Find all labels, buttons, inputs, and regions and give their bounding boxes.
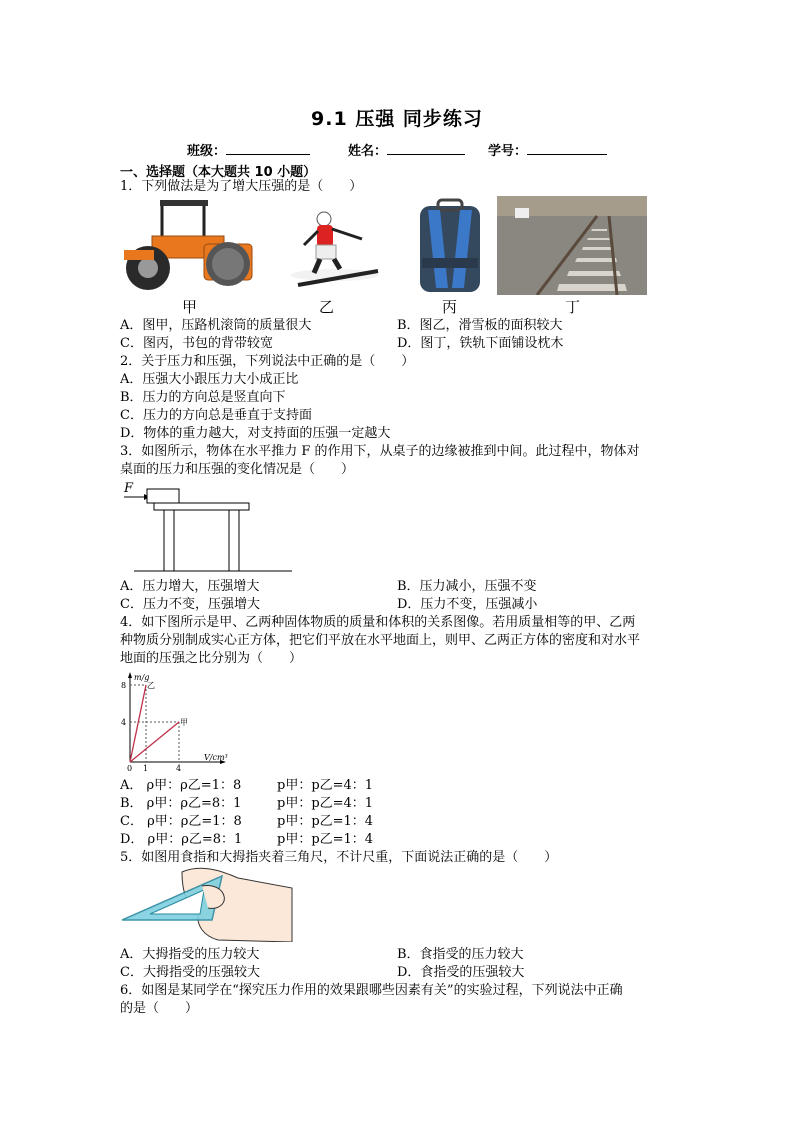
q4-option-b-rho[interactable]: B． ρ甲：ρ乙=8：1: [120, 796, 242, 811]
label-yi: 乙: [147, 681, 155, 690]
name-field: [348, 140, 465, 159]
force-label: F: [124, 481, 134, 496]
q1-stem: 1．下列做法是为了增大压强的是（ ）: [120, 179, 363, 194]
id-blank[interactable]: [527, 142, 607, 155]
q5-option-a[interactable]: A．大拇指受的压力较大: [120, 947, 260, 962]
backpack-image: [410, 198, 490, 296]
q3-option-c[interactable]: C．压力不变，压强增大: [120, 597, 260, 612]
class-field: [187, 140, 310, 159]
y-tick-4: 4: [121, 718, 127, 727]
q4-option-a-rho[interactable]: A． ρ甲：ρ乙=1：8: [120, 778, 242, 793]
class-label: 班级：: [187, 144, 227, 159]
x-tick-4: 4: [176, 764, 182, 773]
q3-stem-line1: 3．如图所示，物体在水平推力 F 的作用下，从桌子的边缘被推到中间。此过程中，物体对: [120, 444, 640, 459]
snowboarder-image: [290, 205, 380, 293]
q2-option-b[interactable]: B．压力的方向总是竖直向下: [120, 390, 286, 405]
q4-option-c-rho[interactable]: C． ρ甲：ρ乙=1：8: [120, 814, 242, 829]
caption-jia: 甲: [182, 298, 198, 316]
x-tick-0: 0: [127, 764, 133, 773]
q4-option-d-p: p甲：p乙=1：4: [277, 832, 374, 847]
q5-stem: 5．如图用食指和大拇指夹着三角尺，不计尺重，下面说法正确的是（ ）: [120, 850, 558, 865]
y-tick-8: 8: [121, 681, 127, 690]
q5-option-d[interactable]: D．食指受的压强较大: [397, 965, 525, 980]
section-heading: 一、选择题（本大题共 10 小题）: [120, 165, 317, 180]
q6-stem-line1: 6．如图是某同学在“探究压力作用的效果跟哪些因素有关”的实验过程，下列说法中正确: [120, 983, 623, 998]
q4-option-c-p: p甲：p乙=1：4: [277, 814, 374, 829]
q4-option-d-rho[interactable]: D． ρ甲：ρ乙=8：1: [120, 832, 243, 847]
q3-option-d[interactable]: D．压力不变，压强减小: [397, 597, 538, 612]
q4-stem-line3: 地面的压强之比分别为（ ）: [120, 651, 303, 666]
q1-option-b[interactable]: B．图乙，滑雪板的面积较大: [397, 318, 563, 333]
q5-option-b[interactable]: B．食指受的压力较大: [397, 947, 524, 962]
q1-option-d[interactable]: D．图丁，铁轨下面铺设枕木: [397, 336, 564, 351]
caption-yi: 乙: [319, 298, 335, 316]
q4-stem-line1: 4．如下图所示是甲、乙两种固体物质的质量和体积的关系图像。若用质量相等的甲、乙两: [120, 615, 636, 630]
table-diagram: [120, 478, 295, 574]
q3-option-b[interactable]: B．压力减小，压强不变: [397, 579, 537, 594]
q1-option-c[interactable]: C．图丙，书包的背带较宽: [120, 336, 273, 351]
q2-option-d[interactable]: D．物体的重力越大，对支持面的压强一定越大: [120, 426, 391, 441]
q5-option-c[interactable]: C．大拇指受的压强较大: [120, 965, 260, 980]
triangle-ruler-hand-image: [120, 866, 295, 942]
q2-stem: 2．关于压力和压强，下列说法中正确的是（ ）: [120, 354, 415, 369]
id-label: 学号：: [488, 144, 528, 159]
q1-option-a[interactable]: A．图甲，压路机滚筒的质量很大: [120, 318, 312, 333]
name-label: 姓名：: [348, 144, 388, 159]
q4-option-b-p: p甲：p乙=4：1: [277, 796, 374, 811]
road-roller-image: [122, 198, 254, 298]
q3-stem-line2: 桌面的压力和压强的变化情况是（ ）: [120, 462, 355, 477]
name-blank[interactable]: [387, 142, 465, 155]
caption-ding: 丁: [565, 298, 581, 316]
y-axis-label: m/g: [134, 673, 150, 682]
mass-volume-graph: [118, 670, 238, 774]
q2-option-c[interactable]: C．压力的方向总是垂直于支持面: [120, 408, 312, 423]
x-tick-1: 1: [143, 764, 149, 773]
class-blank[interactable]: [226, 142, 310, 155]
railway-image: [497, 196, 647, 295]
id-field: [488, 140, 607, 159]
caption-bing: 丙: [442, 298, 458, 316]
label-jia: 甲: [180, 718, 188, 727]
q6-stem-line2: 的是（ ）: [120, 1001, 199, 1016]
q3-option-a[interactable]: A．压力增大，压强增大: [120, 579, 260, 594]
q4-stem-line2: 种物质分别制成实心正方体，把它们平放在水平地面上，则甲、乙两正方体的密度和对水平: [120, 633, 641, 648]
x-axis-label: V/cm³: [204, 753, 228, 762]
page-title: 9.1 压强 同步练习: [311, 108, 483, 130]
q2-option-a[interactable]: A．压强大小跟压力大小成正比: [120, 372, 299, 387]
q4-option-a-p: p甲：p乙=4：1: [277, 778, 374, 793]
